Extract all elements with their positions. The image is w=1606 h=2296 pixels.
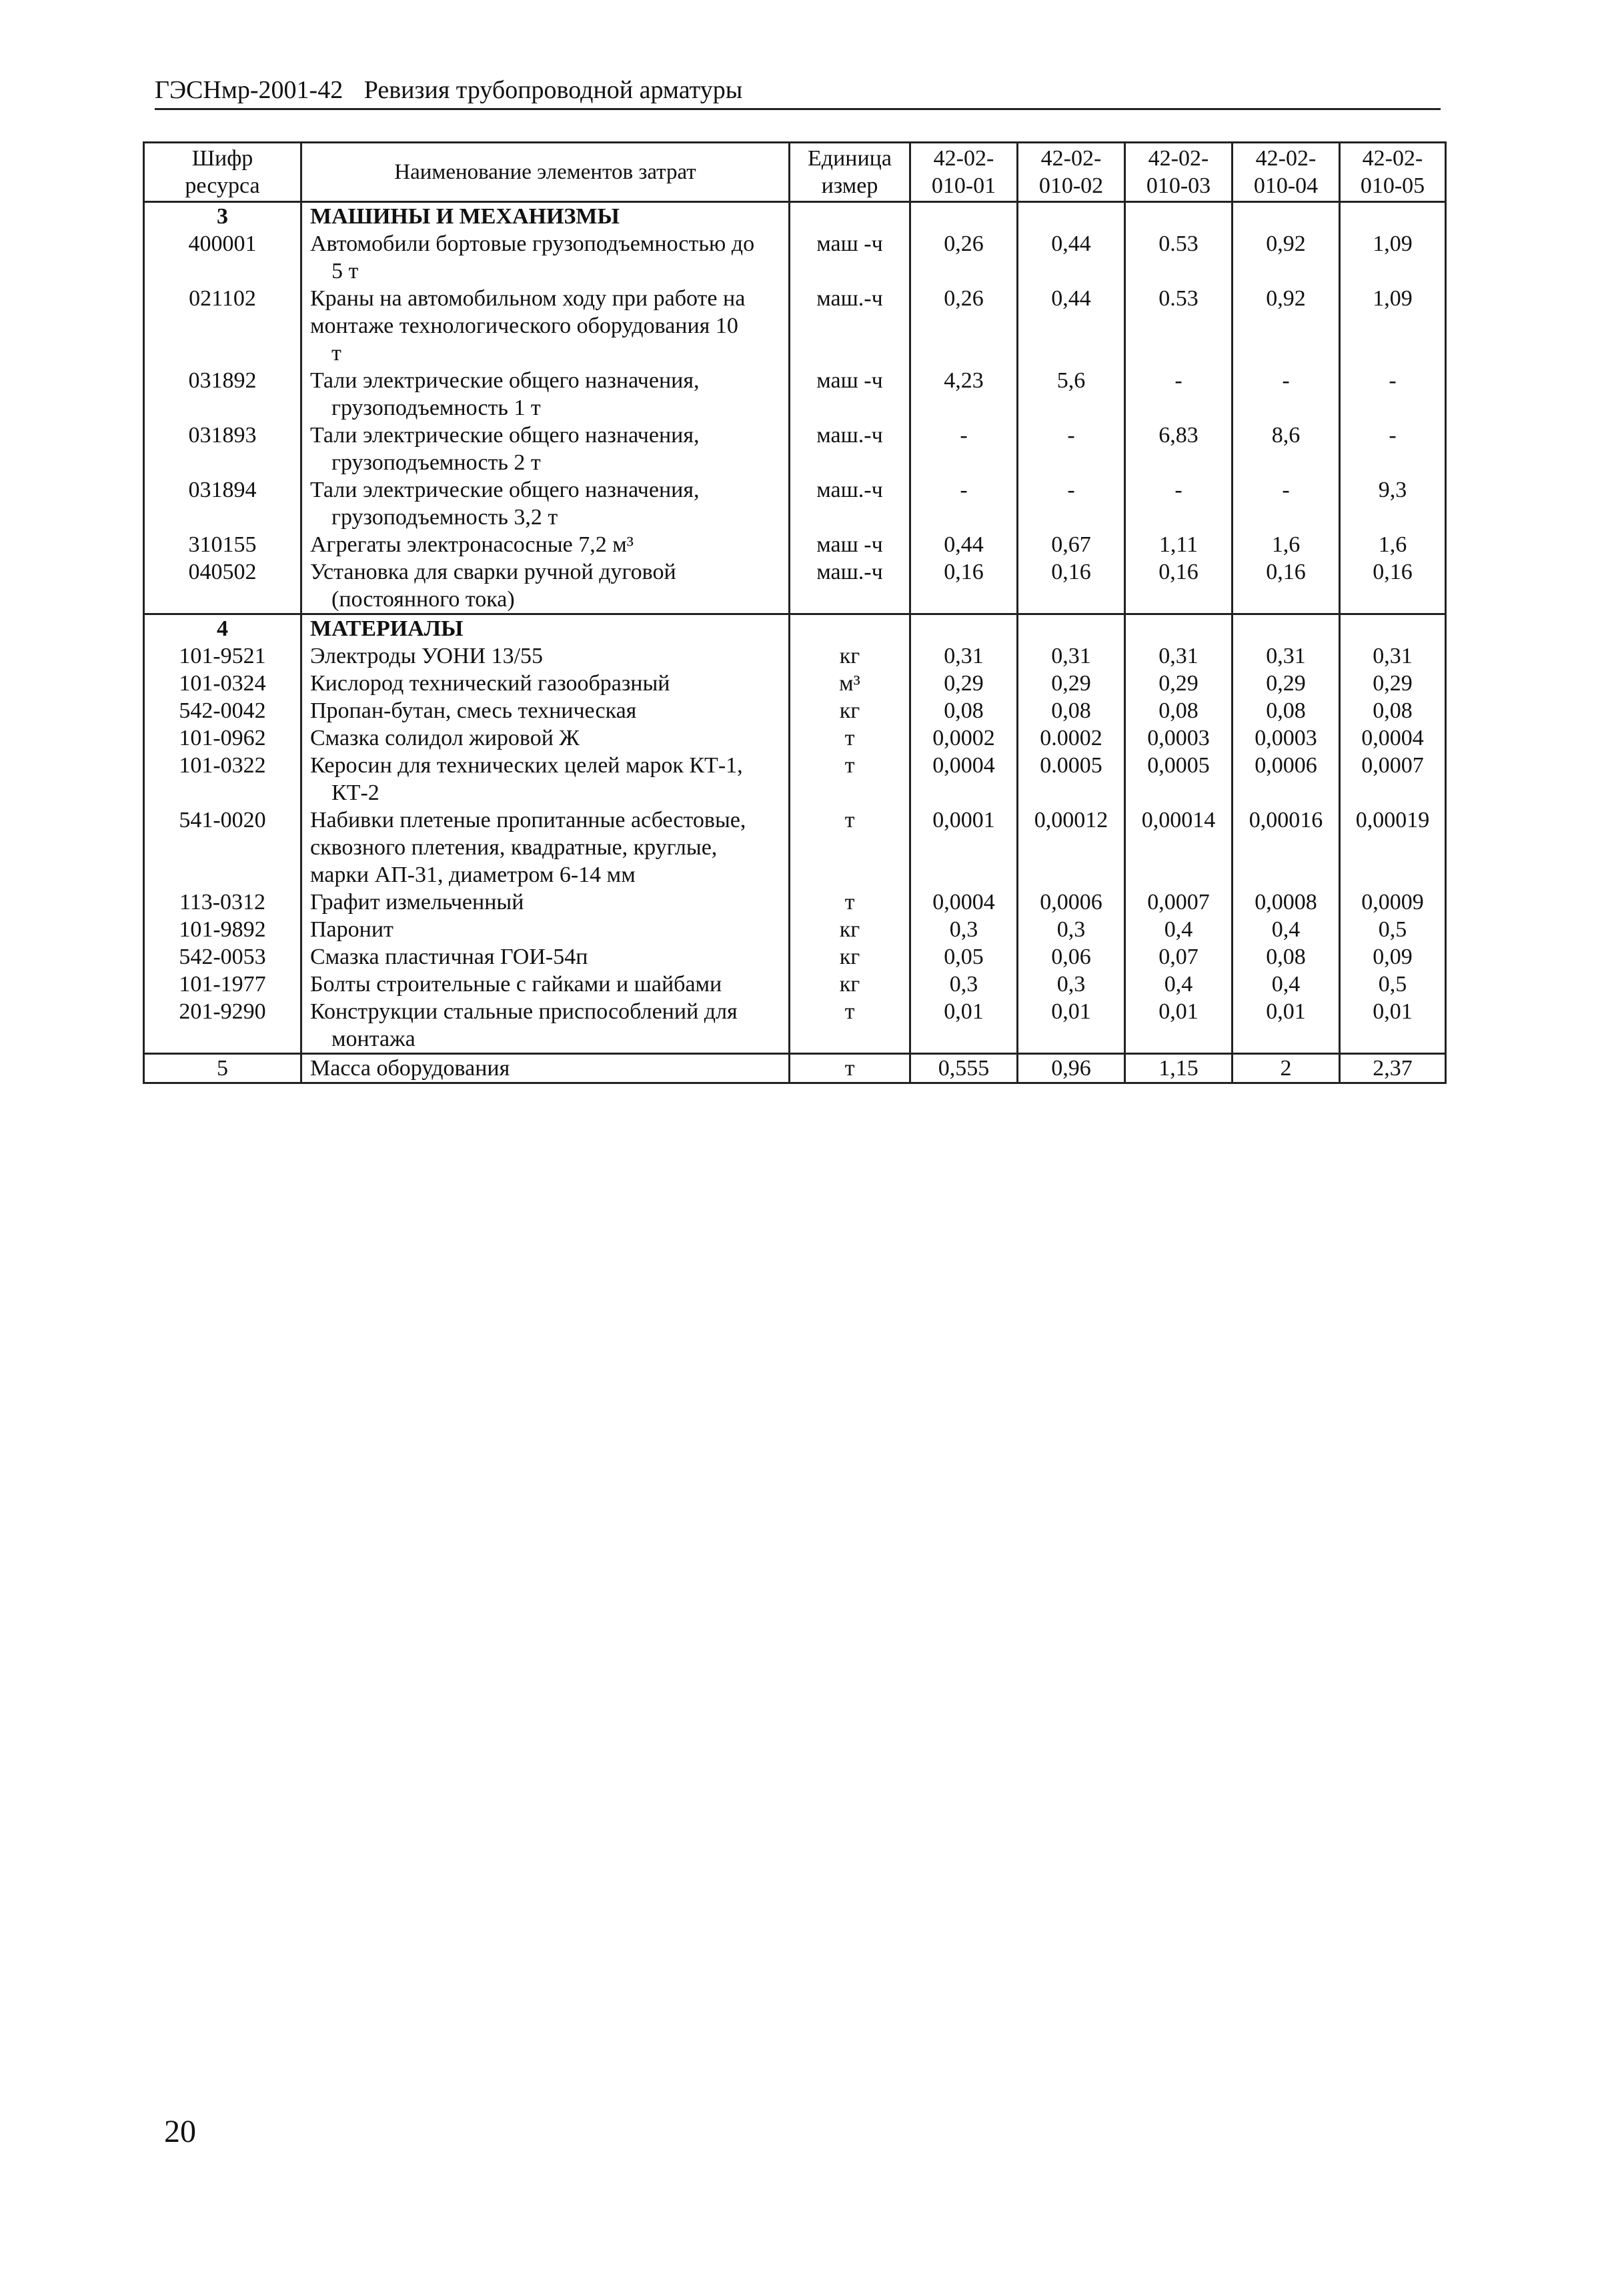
norm-value-01: 0,31	[910, 642, 1018, 670]
resource-name	[301, 697, 790, 724]
total-row	[144, 1054, 1446, 1083]
resource-code: 040502	[144, 558, 301, 614]
norm-value-01: 0,0004	[910, 889, 1018, 916]
resource-code: 101-9521	[144, 642, 301, 670]
resource-name	[301, 642, 790, 670]
unit-of-measure: кг	[790, 916, 910, 943]
norm-value-04: -	[1233, 367, 1340, 422]
norm-value-03: -	[1125, 367, 1233, 422]
norm-value-04: 0,4	[1233, 916, 1340, 943]
norm-value-02: 0,44	[1018, 285, 1125, 367]
unit-of-measure: маш.-ч	[790, 476, 910, 531]
table-row	[144, 230, 1446, 285]
norm-value-04: 0,4	[1233, 971, 1340, 998]
section-empty-cell	[910, 614, 1018, 643]
resource-name-text: Установка для сварки ручной дуговой	[310, 560, 676, 584]
resource-code: 113-0312	[144, 889, 301, 916]
norm-value-04: 2	[1233, 1054, 1340, 1083]
resource-name-text: Графит измельченный	[310, 890, 524, 915]
norm-value-05: 0,0007	[1340, 752, 1446, 806]
norm-value-01: 0,26	[910, 285, 1018, 367]
section-number: 3	[144, 202, 301, 231]
norm-value-05: 0,08	[1340, 697, 1446, 724]
norm-value-04: 0,16	[1233, 558, 1340, 614]
resource-name-text: Смазка солидол жировой Ж	[310, 726, 580, 750]
unit-of-measure: м³	[790, 670, 910, 697]
resource-name	[301, 367, 790, 422]
table-row	[144, 670, 1446, 697]
section-empty-cell	[1233, 202, 1340, 231]
norm-value-01: -	[910, 476, 1018, 531]
norm-value-04: 8,6	[1233, 422, 1340, 476]
table-row	[144, 889, 1446, 916]
norm-value-04: 0,00016	[1233, 806, 1340, 889]
unit-of-measure: кг	[790, 943, 910, 971]
resource-code: 101-9892	[144, 916, 301, 943]
norm-value-03: 0.53	[1125, 230, 1233, 285]
resource-name-text: Паронит	[310, 917, 393, 942]
resource-name-text: Электроды УОНИ 13/55	[310, 644, 544, 668]
norm-value-02: -	[1018, 422, 1125, 476]
section-title: МАТЕРИАЛЫ	[301, 614, 790, 643]
norm-value-03: 0,31	[1125, 642, 1233, 670]
unit-of-measure: т	[790, 724, 910, 752]
resource-name-continuation: монтажа	[331, 1027, 416, 1051]
resource-name-text: Пропан-бутан, смесь техническая	[310, 698, 637, 723]
norm-value-01: 0,0004	[910, 752, 1018, 806]
section-empty-cell	[1233, 614, 1340, 643]
norm-value-01: 0,08	[910, 697, 1018, 724]
norm-value-04: 0,0003	[1233, 724, 1340, 752]
norm-value-01: 4,23	[910, 367, 1018, 422]
norm-value-05: 0,16	[1340, 558, 1446, 614]
resource-name-continuation: (постоянного тока)	[331, 587, 515, 612]
resource-name-text: Тали электрические общего назначения,	[310, 368, 700, 393]
norm-value-02: 0,29	[1018, 670, 1125, 697]
table-row	[144, 422, 1446, 476]
resource-name-text: Набивки плетеные пропитанные асбестовые, сквозного плетения, квадратные, круглые, марки АП-31, диаметром 6-14 мм	[310, 808, 746, 887]
norm-value-04: -	[1233, 476, 1340, 531]
unit-of-measure: т	[790, 889, 910, 916]
resource-name-text: Конструкции стальные приспособлений для	[310, 999, 738, 1024]
norm-value-05: 0,09	[1340, 943, 1446, 971]
column-header-norm-05: 42-02- 010-05	[1340, 143, 1446, 202]
column-header-name: Наименование элементов затрат	[301, 143, 790, 202]
norm-value-04: 0,92	[1233, 230, 1340, 285]
section-number: 4	[144, 614, 301, 643]
norm-value-02: -	[1018, 476, 1125, 531]
norm-value-02: 0,67	[1018, 531, 1125, 558]
norm-value-02: 0,01	[1018, 998, 1125, 1054]
unit-of-measure: т	[790, 1054, 910, 1083]
norm-value-05: -	[1340, 422, 1446, 476]
resource-code: 310155	[144, 531, 301, 558]
unit-of-measure: кг	[790, 971, 910, 998]
norm-value-01: 0,16	[910, 558, 1018, 614]
norm-value-03: 0,29	[1125, 670, 1233, 697]
table-header	[144, 143, 1446, 202]
norm-value-02: 0.0002	[1018, 724, 1125, 752]
norm-value-05: -	[1340, 367, 1446, 422]
table-body	[144, 202, 1446, 1083]
norm-value-02: 0,3	[1018, 916, 1125, 943]
norm-value-02: 0.0005	[1018, 752, 1125, 806]
norm-value-01: 0,05	[910, 943, 1018, 971]
norm-value-04: 0,92	[1233, 285, 1340, 367]
norm-value-03: 0,0003	[1125, 724, 1233, 752]
resource-name: Масса оборудования	[301, 1054, 790, 1083]
norm-value-05: 9,3	[1340, 476, 1446, 531]
norm-value-05: 0,0004	[1340, 724, 1446, 752]
norm-value-05: 0,29	[1340, 670, 1446, 697]
resource-code: 031892	[144, 367, 301, 422]
resource-code: 101-0324	[144, 670, 301, 697]
norm-value-03: 6,83	[1125, 422, 1233, 476]
unit-of-measure: маш.-ч	[790, 285, 910, 367]
unit-of-measure: т	[790, 806, 910, 889]
table-row	[144, 916, 1446, 943]
table-row	[144, 724, 1446, 752]
norm-value-05: 0,01	[1340, 998, 1446, 1054]
table-row	[144, 697, 1446, 724]
resource-name	[301, 476, 790, 531]
norm-value-03: 0,4	[1125, 971, 1233, 998]
norm-value-05: 2,37	[1340, 1054, 1446, 1083]
resource-name	[301, 916, 790, 943]
norm-value-03: 0,0005	[1125, 752, 1233, 806]
table-row	[144, 998, 1446, 1054]
column-header-code: Шифр ресурса	[144, 143, 301, 202]
norm-value-05: 0,31	[1340, 642, 1446, 670]
table-row	[144, 558, 1446, 614]
resource-name	[301, 806, 790, 889]
norm-value-04: 0,08	[1233, 697, 1340, 724]
norm-value-02: 0,16	[1018, 558, 1125, 614]
norm-value-01: 0,0001	[910, 806, 1018, 889]
norm-value-02: 0,06	[1018, 943, 1125, 971]
resource-name	[301, 670, 790, 697]
resource-name	[301, 889, 790, 916]
norm-value-04: 0,0008	[1233, 889, 1340, 916]
norm-value-04: 0,08	[1233, 943, 1340, 971]
unit-of-measure: маш.-ч	[790, 422, 910, 476]
norm-value-02: 0,44	[1018, 230, 1125, 285]
norm-value-03: 0,01	[1125, 998, 1233, 1054]
resource-name	[301, 998, 790, 1054]
norm-value-01: 0,555	[910, 1054, 1018, 1083]
unit-of-measure: кг	[790, 642, 910, 670]
norm-value-03: 0.53	[1125, 285, 1233, 367]
norm-value-01: 0,44	[910, 531, 1018, 558]
resource-name-text: Автомобили бортовые грузоподъемностью до	[310, 231, 755, 256]
norm-value-05: 0,5	[1340, 916, 1446, 943]
table-row	[144, 943, 1446, 971]
section-empty-cell	[1125, 614, 1233, 643]
norm-value-01: 0,3	[910, 916, 1018, 943]
norm-value-03: 0,07	[1125, 943, 1233, 971]
norm-value-01: 0,29	[910, 670, 1018, 697]
norm-value-04: 0,29	[1233, 670, 1340, 697]
norm-value-04: 0,0006	[1233, 752, 1340, 806]
norm-value-01: 0,26	[910, 230, 1018, 285]
unit-of-measure: кг	[790, 697, 910, 724]
resource-name-text: Краны на автомобильном ходу при работе на монтаже технологического оборудования 10	[310, 286, 746, 338]
resource-code: 031894	[144, 476, 301, 531]
unit-of-measure: маш -ч	[790, 230, 910, 285]
norm-value-03: 0,4	[1125, 916, 1233, 943]
resource-code: 031893	[144, 422, 301, 476]
resource-code: 541-0020	[144, 806, 301, 889]
table-row	[144, 752, 1446, 806]
section-empty-cell	[1018, 614, 1125, 643]
norm-value-02: 0,00012	[1018, 806, 1125, 889]
section-row	[144, 614, 1446, 643]
resource-name	[301, 285, 790, 367]
resource-code: 400001	[144, 230, 301, 285]
column-header-norm-01: 42-02- 010-01	[910, 143, 1018, 202]
norm-value-05: 1,6	[1340, 531, 1446, 558]
table-row	[144, 367, 1446, 422]
section-number: 5	[144, 1054, 301, 1083]
section-empty-cell	[910, 202, 1018, 231]
section-empty-cell	[790, 202, 910, 231]
norm-value-04: 0,31	[1233, 642, 1340, 670]
resource-name	[301, 971, 790, 998]
norm-value-04: 1,6	[1233, 531, 1340, 558]
resource-name-text: Агрегаты электронасосные 7,2 м³	[310, 532, 634, 557]
norm-value-05: 1,09	[1340, 230, 1446, 285]
table-row	[144, 642, 1446, 670]
unit-of-measure: т	[790, 998, 910, 1054]
page-number: 20	[164, 2114, 196, 2149]
column-header-unit: Единица измер	[790, 143, 910, 202]
resource-name-continuation: грузоподъемность 1 т	[331, 396, 541, 420]
resource-name	[301, 531, 790, 558]
resource-code: 101-0962	[144, 724, 301, 752]
column-header-norm-03: 42-02- 010-03	[1125, 143, 1233, 202]
resource-code: 542-0053	[144, 943, 301, 971]
resource-name	[301, 943, 790, 971]
norm-value-02: 0,0006	[1018, 889, 1125, 916]
norm-value-02: 0,08	[1018, 697, 1125, 724]
norm-value-04: 0,01	[1233, 998, 1340, 1054]
resource-name-text: Керосин для технических целей марок КТ-1,	[310, 753, 743, 778]
resource-name-text: Болты строительные с гайками и шайбами	[310, 972, 722, 997]
resource-name	[301, 752, 790, 806]
column-header-norm-02: 42-02- 010-02	[1018, 143, 1125, 202]
norm-value-03: 0,08	[1125, 697, 1233, 724]
norm-value-01: 0,3	[910, 971, 1018, 998]
section-title: МАШИНЫ И МЕХАНИЗМЫ	[301, 202, 790, 231]
table-row	[144, 476, 1446, 531]
page-header	[155, 72, 1441, 110]
unit-of-measure: маш -ч	[790, 367, 910, 422]
section-empty-cell	[1340, 202, 1446, 231]
resource-name-text: Тали электрические общего назначения,	[310, 423, 700, 448]
norm-value-03: 1,15	[1125, 1054, 1233, 1083]
resource-name-continuation: грузоподъемность 3,2 т	[331, 505, 558, 530]
norm-value-05: 0,5	[1340, 971, 1446, 998]
norm-value-05: 0,0009	[1340, 889, 1446, 916]
document-code: ГЭСНмр-2001-42	[155, 76, 343, 104]
section-empty-cell	[790, 614, 910, 643]
resource-name	[301, 558, 790, 614]
table-row	[144, 285, 1446, 367]
table-row	[144, 806, 1446, 889]
norm-value-02: 0,3	[1018, 971, 1125, 998]
resource-code: 201-9290	[144, 998, 301, 1054]
norm-value-02: 0,96	[1018, 1054, 1125, 1083]
resource-code: 021102	[144, 285, 301, 367]
section-empty-cell	[1340, 614, 1446, 643]
resource-name-continuation: 5 т	[331, 259, 359, 283]
resource-name-text: Кислород технический газообразный	[310, 671, 670, 696]
unit-of-measure: т	[790, 752, 910, 806]
unit-of-measure: маш.-ч	[790, 558, 910, 614]
resource-name	[301, 422, 790, 476]
norm-value-05: 0,00019	[1340, 806, 1446, 889]
table-row	[144, 971, 1446, 998]
norm-value-02: 0,31	[1018, 642, 1125, 670]
norm-value-03: -	[1125, 476, 1233, 531]
column-header-norm-04: 42-02- 010-04	[1233, 143, 1340, 202]
resource-norms-table	[143, 141, 1447, 1084]
norm-value-03: 0,16	[1125, 558, 1233, 614]
resource-code: 101-1977	[144, 971, 301, 998]
norm-value-03: 0,0007	[1125, 889, 1233, 916]
section-empty-cell	[1125, 202, 1233, 231]
resource-code: 542-0042	[144, 697, 301, 724]
resource-code: 101-0322	[144, 752, 301, 806]
resource-name	[301, 724, 790, 752]
norm-value-01: -	[910, 422, 1018, 476]
norm-value-01: 0,0002	[910, 724, 1018, 752]
resource-name-text: Тали электрические общего назначения,	[310, 478, 700, 502]
norm-value-03: 1,11	[1125, 531, 1233, 558]
section-row	[144, 202, 1446, 231]
resource-name-continuation: КТ-2	[331, 780, 379, 805]
norm-value-03: 0,00014	[1125, 806, 1233, 889]
resource-name-continuation: грузоподъемность 2 т	[331, 450, 541, 475]
unit-of-measure: маш -ч	[790, 531, 910, 558]
table-row	[144, 531, 1446, 558]
resource-name	[301, 230, 790, 285]
resource-name-text: Смазка пластичная ГОИ-54п	[310, 945, 588, 969]
section-empty-cell	[1018, 202, 1125, 231]
norm-value-05: 1,09	[1340, 285, 1446, 367]
document-title: Ревизия трубопроводной арматуры	[363, 76, 743, 104]
norm-value-02: 5,6	[1018, 367, 1125, 422]
resource-name-continuation: т	[331, 341, 341, 366]
norm-value-01: 0,01	[910, 998, 1018, 1054]
